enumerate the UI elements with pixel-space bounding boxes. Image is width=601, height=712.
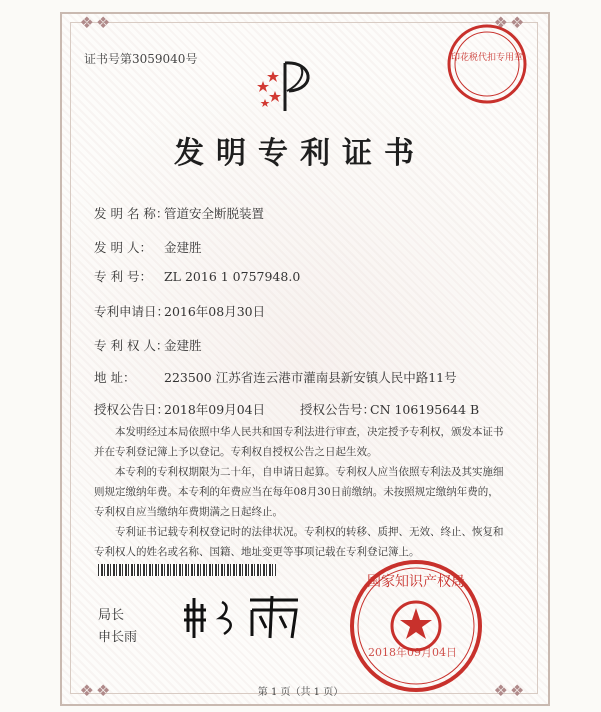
field-value: 223500 江苏省连云港市灌南县新安镇人民中路11号 [164,370,457,385]
field-label: 发 明 人： [94,240,152,255]
corner-ornament-icon: ❖❖ [79,13,113,32]
address-row [94,368,457,386]
field-value: ZL 2016 1 0757948.0 [164,269,301,284]
certificate-number: 证书号第3059040号 [84,52,198,66]
field-value: 2018年09月04日 [164,402,266,417]
field-value: 金建胜 [164,338,202,353]
invention-name-row [94,204,264,222]
page-title: 发明专利证书 [174,136,426,171]
paragraph-status: 专利证书记载专利权登记时的法律状况。专利权的转移、质押、无效、终止、恢复和专利权人的姓名或名称、国籍、地址变更等事项记载在专利登记簿上。 [94,526,504,558]
field-label: 专利申请日： [94,304,170,319]
corner-ornament-icon: ❖❖ [493,13,527,32]
inventor-row [94,238,202,256]
patent-number-row [94,267,300,285]
patent-office-logo-icon [255,55,325,115]
tax-stamp-seal-icon [445,22,529,106]
field-label: 专 利 号： [94,269,152,284]
field-value: 金建胜 [164,240,202,255]
patentee-row [94,336,202,354]
seal-date: 2018年09月04日 [368,646,457,659]
national-ip-office-seal-icon [346,556,486,696]
field-label: 发 明 名 称： [94,206,169,221]
barcode [98,564,276,576]
field-value: 2016年08月30日 [164,304,266,319]
field-value: 管道安全断脱装置 [164,206,265,221]
grant-date-row [94,400,265,418]
grant-number-row [300,400,479,418]
filing-date-row [94,302,265,320]
official-title: 局长 [98,608,125,623]
signature-icon [180,592,310,642]
seal-text: 国家知识产权局 [367,574,465,590]
paragraph-term: 本专利的专利权期限为二十年，自申请日起算。专利权人应当依照专利法及其实施细则规定缴纳年费。本专利的年费应当在每年08月30日前缴纳。未按照规定缴纳年费的，专利权自应当缴纳年费期满之日起终止。 [94,466,504,518]
field-label: 专 利 权 人： [94,338,169,353]
top-seal-text: 印花税代扣专用章 [450,53,524,63]
official-name: 申长雨 [98,630,138,645]
corner-ornament-icon: ❖❖ [493,681,527,700]
page-number: 第 1 页（共 1 页） [257,687,344,698]
field-label: 授权公告号： [300,402,376,417]
paragraph-grant: 本发明经过本局依照中华人民共和国专利法进行审查，决定授予专利权，颁发本证书并在专利登记簿上予以登记。专利权自授权公告之日起生效。 [94,426,504,458]
corner-ornament-icon: ❖❖ [79,681,113,700]
field-value: CN 106195644 B [370,402,480,417]
field-label: 授权公告日： [94,402,170,417]
field-label: 地 址： [94,370,136,385]
